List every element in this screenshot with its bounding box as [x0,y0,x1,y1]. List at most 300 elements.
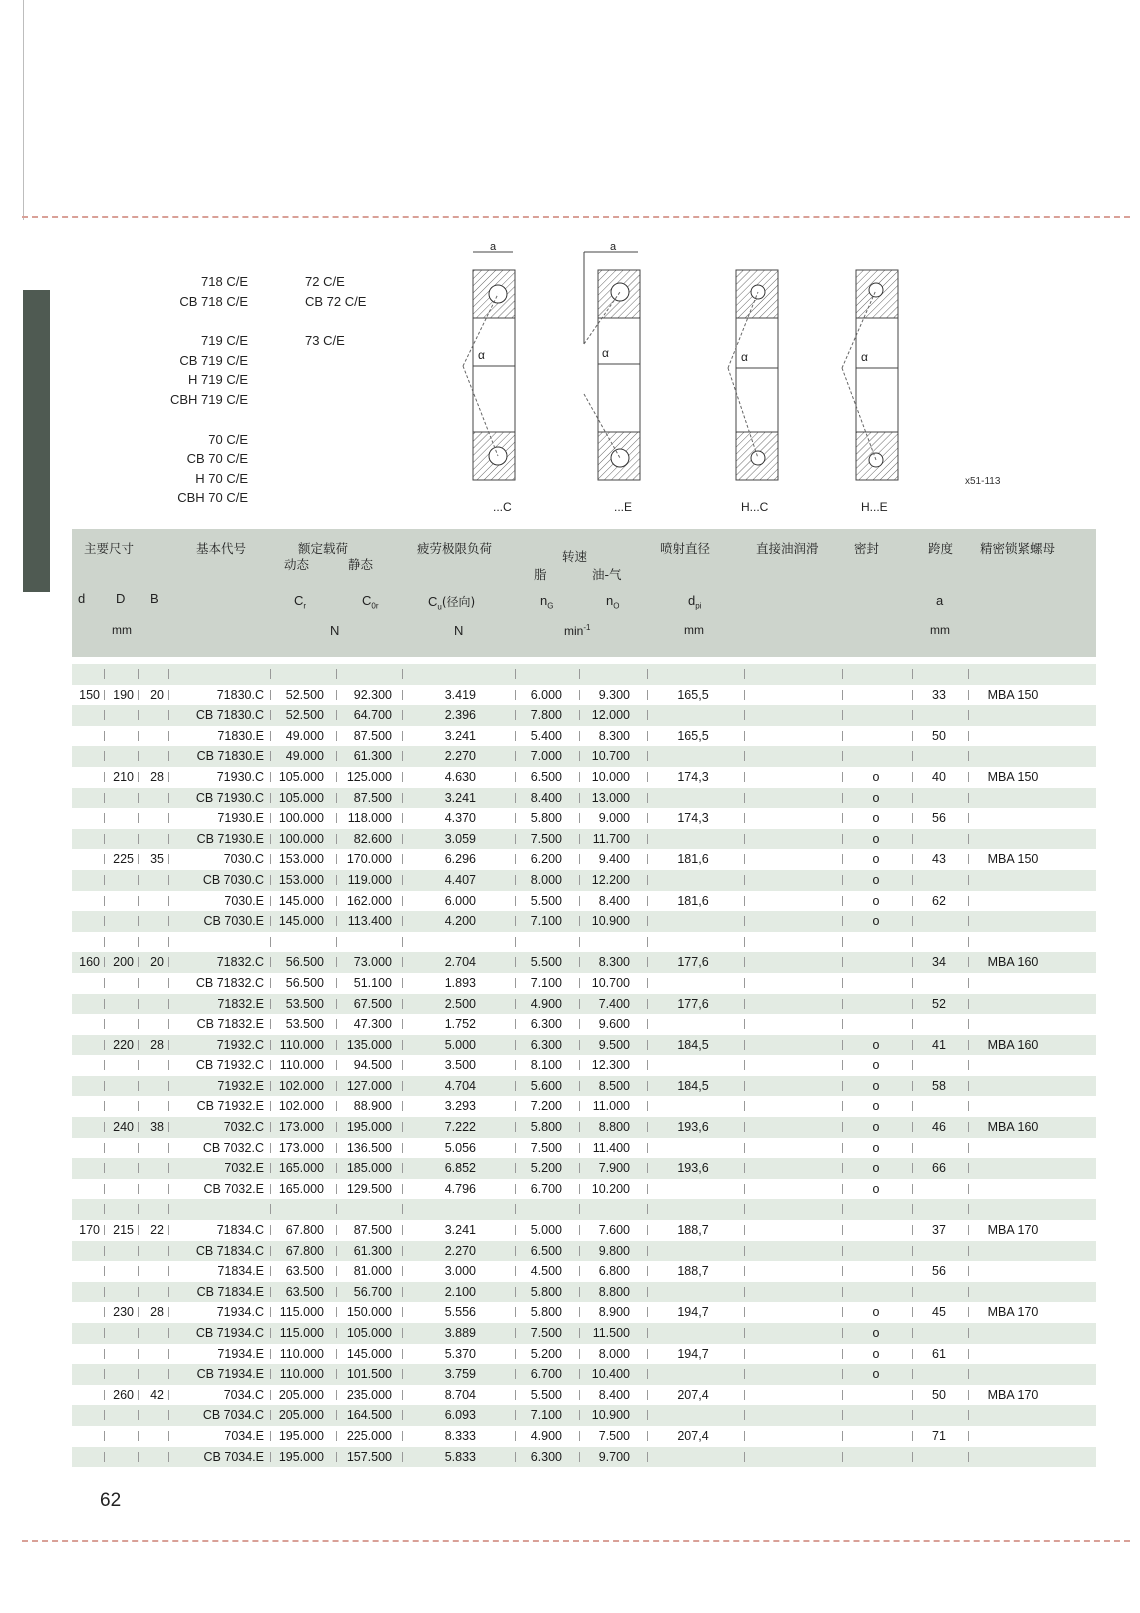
cell-no: 12.300 [591,1058,630,1073]
column-tick [579,690,580,700]
column-tick [912,813,913,823]
column-tick [842,1410,843,1420]
table-row [72,1405,1096,1426]
cell-cr: 53.500 [285,1017,324,1032]
column-tick [402,1225,403,1235]
column-tick [912,690,913,700]
cell-code: 7032.E [224,1161,264,1176]
table-row [72,891,1096,912]
cell-dpi: 165,5 [677,687,709,702]
column-tick [647,690,648,700]
cell-no: 9.800 [598,1243,630,1258]
column-tick [515,978,516,988]
cell-no: 8.500 [598,1078,630,1093]
column-tick [968,1122,969,1132]
column-tick [138,1040,139,1050]
cell-dpi: 174,3 [677,811,709,826]
column-tick [336,937,337,947]
column-tick [402,1143,403,1153]
cell-code: CB 71930.C [195,790,264,805]
cell-c0r: 87.500 [353,728,392,743]
cell-ng: 6.700 [530,1367,562,1382]
column-tick [579,1019,580,1029]
cell-cr: 102.000 [278,1078,324,1093]
column-tick [842,731,843,741]
column-tick [842,1143,843,1153]
cell-ng: 4.900 [530,1428,562,1443]
header-dpi: $d_{pi}$ [688,593,702,611]
cell-seal: o [872,769,880,784]
column-tick [744,834,745,844]
column-tick [515,916,516,926]
cell-no: 11.700 [592,831,630,846]
series-left-item-1: CB 718 C/E [179,293,248,309]
column-tick [647,1101,648,1111]
cell-code: CB 71932.C [195,1058,264,1073]
top-dashed-rule [22,216,1130,218]
column-tick [138,957,139,967]
cell-a: 37 [932,1223,946,1238]
column-tick [402,1390,403,1400]
column-tick [968,1390,969,1400]
column-tick [168,1349,169,1359]
column-tick [515,1184,516,1194]
column-tick [842,669,843,679]
column-tick [402,793,403,803]
cell-dpi: 193,6 [677,1120,709,1135]
cell-c0r: 145.000 [346,1346,392,1361]
column-tick [968,1349,969,1359]
cell-seal: o [872,1181,880,1196]
column-tick [647,1040,648,1050]
cell-seal: o [872,1058,880,1073]
cell-ng: 5.800 [530,811,562,826]
cell-code: CB 7034.E [203,1449,264,1464]
column-tick [968,1246,969,1256]
header-direct-oil: 直接油润滑 [756,541,819,556]
header-dynamic: 动态 [284,557,310,572]
cell-cu: 3.500 [444,1058,476,1073]
column-tick [647,669,648,679]
column-tick [579,793,580,803]
cell-c0r: 235.000 [346,1387,392,1402]
cell-D: 215 [113,1223,134,1238]
cell-cu: 5.000 [444,1037,476,1052]
unit-N-fatigue: N [454,623,464,638]
cell-cr: 52.500 [285,687,324,702]
column-tick [912,1390,913,1400]
cell-c0r: 67.500 [353,996,392,1011]
table-row [72,1282,1096,1303]
cell-cr: 105.000 [278,769,324,784]
column-tick [842,1328,843,1338]
column-tick [968,669,969,679]
bottom-dashed-rule [22,1540,1130,1542]
column-tick [968,690,969,700]
column-tick [168,813,169,823]
column-tick [104,1328,105,1338]
cell-c0r: 162.000 [346,893,392,908]
cell-B: 20 [150,687,164,702]
cell-a: 50 [932,728,946,743]
dim-a-label-2: a [610,244,617,253]
unit-mm-spray: mm [684,623,704,637]
cell-B: 28 [150,1037,164,1052]
cell-cu: 2.270 [444,1243,476,1258]
cell-cr: 63.500 [285,1264,324,1279]
column-tick [579,731,580,741]
cell-cu: 1.893 [444,975,476,990]
cell-c0r: 113.400 [347,914,392,929]
cell-ng: 7.500 [530,831,562,846]
cell-seal: o [872,1305,880,1320]
column-tick [579,1081,580,1091]
column-tick [168,1143,169,1153]
column-tick [515,1452,516,1462]
table-row [72,1138,1096,1159]
table-row [72,1179,1096,1200]
cell-c0r: 87.500 [353,790,392,805]
column-tick [842,1225,843,1235]
cell-ng: 7.100 [530,1408,562,1423]
series-left-item-3: 719 C/E [201,333,248,349]
column-tick [912,896,913,906]
figure-label-hc: H...C [741,500,769,514]
cell-ng: 6.000 [530,687,562,702]
column-tick [744,999,745,1009]
cell-ng: 6.700 [530,1181,562,1196]
column-tick [842,1287,843,1297]
cell-code: CB 71834.C [195,1243,264,1258]
cell-code: 7030.C [223,852,264,867]
column-tick [138,710,139,720]
column-tick [515,1225,516,1235]
series-left-item-11: CBH 70 C/E [177,490,248,506]
cell-cu: 5.833 [444,1449,476,1464]
column-tick [138,1431,139,1441]
cell-cu: 5.556 [444,1305,476,1320]
unit-mm-dims: mm [112,623,132,637]
column-tick [104,1369,105,1379]
column-tick [104,793,105,803]
column-tick [168,1019,169,1029]
column-tick [744,916,745,926]
cell-no: 10.200 [591,1181,630,1196]
cell-no: 9.600 [598,1017,630,1032]
cell-ng: 5.500 [530,955,562,970]
cell-code: 7034.E [224,1428,264,1443]
cell-c0r: 87.500 [353,1223,392,1238]
column-tick [104,1390,105,1400]
header-cu: $C_u$(径向) [428,594,476,612]
series-left-item-5: H 719 C/E [188,372,248,388]
cell-a: 45 [932,1305,946,1320]
column-tick [579,1369,580,1379]
cell-a: 61 [932,1346,946,1361]
column-tick [912,1452,913,1462]
column-tick [579,978,580,988]
cell-code: 71932.E [217,1078,264,1093]
column-tick [138,1307,139,1317]
column-tick [579,1184,580,1194]
cell-seal: o [872,811,880,826]
column-tick [579,1101,580,1111]
column-tick [168,1184,169,1194]
table-row [72,808,1096,829]
column-tick [912,1225,913,1235]
column-tick [402,1369,403,1379]
cell-cr: 110.000 [279,1346,324,1361]
table-row [72,1385,1096,1406]
cell-c0r: 157.500 [346,1449,392,1464]
column-tick [168,1122,169,1132]
cell-ng: 5.500 [530,893,562,908]
column-tick [968,834,969,844]
column-tick [104,751,105,761]
cell-no: 10.700 [591,975,630,990]
column-tick [744,1452,745,1462]
column-tick [138,1390,139,1400]
column-tick [912,1204,913,1214]
column-tick [168,793,169,803]
cell-no: 12.200 [591,872,630,887]
column-tick [744,1287,745,1297]
column-tick [968,1163,969,1173]
column-tick [402,875,403,885]
cell-seal: o [872,914,880,929]
cell-no: 8.900 [598,1305,630,1320]
section-tab-bar [23,290,50,592]
cell-ng: 5.400 [530,728,562,743]
column-tick [647,1452,648,1462]
column-tick [647,1431,648,1441]
table-row [72,1302,1096,1323]
header-speed: 转速 [562,549,588,564]
figure-label-e: ...E [614,500,633,514]
cell-cu: 6.296 [444,852,476,867]
cell-cu: 6.852 [444,1161,476,1176]
column-tick [744,1122,745,1132]
column-tick [402,957,403,967]
table-row [72,1261,1096,1282]
cell-nut: MBA 170 [987,1387,1039,1402]
header-oil-air: 油-气 [592,567,622,582]
column-tick [402,1040,403,1050]
cell-no: 12.000 [591,708,630,723]
header-d: d [78,591,86,606]
column-tick [168,1452,169,1462]
column-tick [138,937,139,947]
table-header [72,529,1096,657]
column-tick [912,1101,913,1111]
column-tick [842,999,843,1009]
cell-cu: 2.270 [444,749,476,764]
unit-min: $\min^{-1}$ [564,623,591,638]
column-tick [842,1122,843,1132]
cell-seal: o [872,1346,880,1361]
cell-code: 71832.E [217,996,264,1011]
cell-B: 20 [150,955,164,970]
cell-ng: 8.000 [530,872,562,887]
column-tick [912,1349,913,1359]
column-tick [647,834,648,844]
column-tick [138,1349,139,1359]
column-tick [168,896,169,906]
column-tick [647,978,648,988]
header-no: $n_O$ [606,593,620,611]
column-tick [647,731,648,741]
column-tick [647,896,648,906]
cell-nut: MBA 160 [987,955,1039,970]
column-tick [402,1019,403,1029]
column-tick [744,1410,745,1420]
cell-cu: 8.333 [444,1428,476,1443]
column-tick [842,1101,843,1111]
cell-cr: 105.000 [278,790,324,805]
column-tick [402,916,403,926]
column-tick [402,999,403,1009]
column-tick [515,710,516,720]
cell-nut: MBA 160 [987,1120,1039,1135]
cell-ng: 5.800 [530,1284,562,1299]
column-tick [579,1246,580,1256]
column-tick [104,854,105,864]
series-left-item-7 [170,410,248,430]
column-tick [912,1328,913,1338]
column-tick [842,978,843,988]
column-tick [912,669,913,679]
series-left-item-4: CB 719 C/E [179,352,248,368]
column-tick [968,813,969,823]
column-tick [912,772,913,782]
column-tick [168,1390,169,1400]
column-tick [744,1225,745,1235]
cell-seal: o [872,790,880,805]
cell-D: 225 [113,852,134,867]
cell-a: 50 [932,1387,946,1402]
column-tick [744,669,745,679]
cell-code: CB 71832.C [195,975,264,990]
column-tick [515,1431,516,1441]
column-tick [912,1266,913,1276]
column-tick [104,772,105,782]
cell-ng: 6.300 [530,1449,562,1464]
cell-cr: 145.000 [278,914,324,929]
cell-B: 22 [150,1223,164,1238]
column-tick [842,916,843,926]
cell-seal: o [872,1140,880,1155]
column-tick [168,751,169,761]
cell-c0r: 88.900 [353,1099,392,1114]
cell-cr: 145.000 [278,893,324,908]
cell-cu: 2.704 [444,955,476,970]
table-row [72,911,1096,932]
column-tick [647,1369,648,1379]
cell-no: 11.000 [592,1099,630,1114]
cell-cu: 3.293 [444,1099,476,1114]
table-row [72,870,1096,891]
cell-dpi: 165,5 [677,728,709,743]
column-tick [842,1390,843,1400]
column-tick [912,875,913,885]
cell-c0r: 73.000 [353,955,392,970]
column-tick [579,1225,580,1235]
cell-c0r: 61.300 [353,749,392,764]
column-tick [515,1246,516,1256]
cell-cr: 63.500 [285,1284,324,1299]
cell-cu: 4.200 [444,914,476,929]
column-tick [647,1122,648,1132]
cell-no: 10.900 [591,1408,630,1423]
column-tick [104,710,105,720]
column-tick [168,916,169,926]
column-tick [647,999,648,1009]
cell-no: 10.900 [591,914,630,929]
column-tick [647,751,648,761]
column-tick [647,1390,648,1400]
column-tick [744,731,745,741]
column-tick [168,1266,169,1276]
column-tick [744,854,745,864]
column-tick [968,1452,969,1462]
table-row [72,788,1096,809]
column-tick [402,772,403,782]
table-row [72,994,1096,1015]
cell-ng: 7.500 [530,1326,562,1340]
cell-cu: 3.000 [444,1264,476,1279]
column-tick [912,1246,913,1256]
column-tick [138,793,139,803]
column-tick [968,1101,969,1111]
cell-c0r: 82.600 [353,831,392,846]
cell-D: 190 [113,687,134,702]
column-tick [968,1266,969,1276]
column-tick [138,1452,139,1462]
column-tick [647,937,648,947]
column-tick [647,772,648,782]
cell-seal: o [872,1037,880,1052]
column-tick [842,1081,843,1091]
column-tick [968,1225,969,1235]
column-tick [912,834,913,844]
cell-c0r: 164.500 [346,1408,392,1423]
column-tick [402,1328,403,1338]
column-tick [968,1040,969,1050]
column-tick [968,731,969,741]
column-tick [104,1266,105,1276]
column-tick [968,999,969,1009]
cell-nut: MBA 170 [987,1305,1039,1320]
column-tick [138,1184,139,1194]
column-tick [968,1287,969,1297]
cell-no: 8.800 [598,1120,630,1135]
cell-cr: 49.000 [285,728,324,743]
column-tick [515,1204,516,1214]
cell-code: 71832.C [216,955,264,970]
cell-a: 46 [932,1120,946,1135]
column-tick [968,1204,969,1214]
cell-code: 7032.C [223,1120,264,1135]
column-tick [968,1410,969,1420]
cell-seal: o [872,1367,880,1382]
column-tick [647,793,648,803]
cell-c0r: 136.500 [346,1140,392,1155]
cell-a: 71 [932,1428,946,1443]
table-row [72,1055,1096,1076]
cell-cu: 5.370 [444,1346,476,1361]
column-tick [968,854,969,864]
cell-cu: 6.000 [444,893,476,908]
